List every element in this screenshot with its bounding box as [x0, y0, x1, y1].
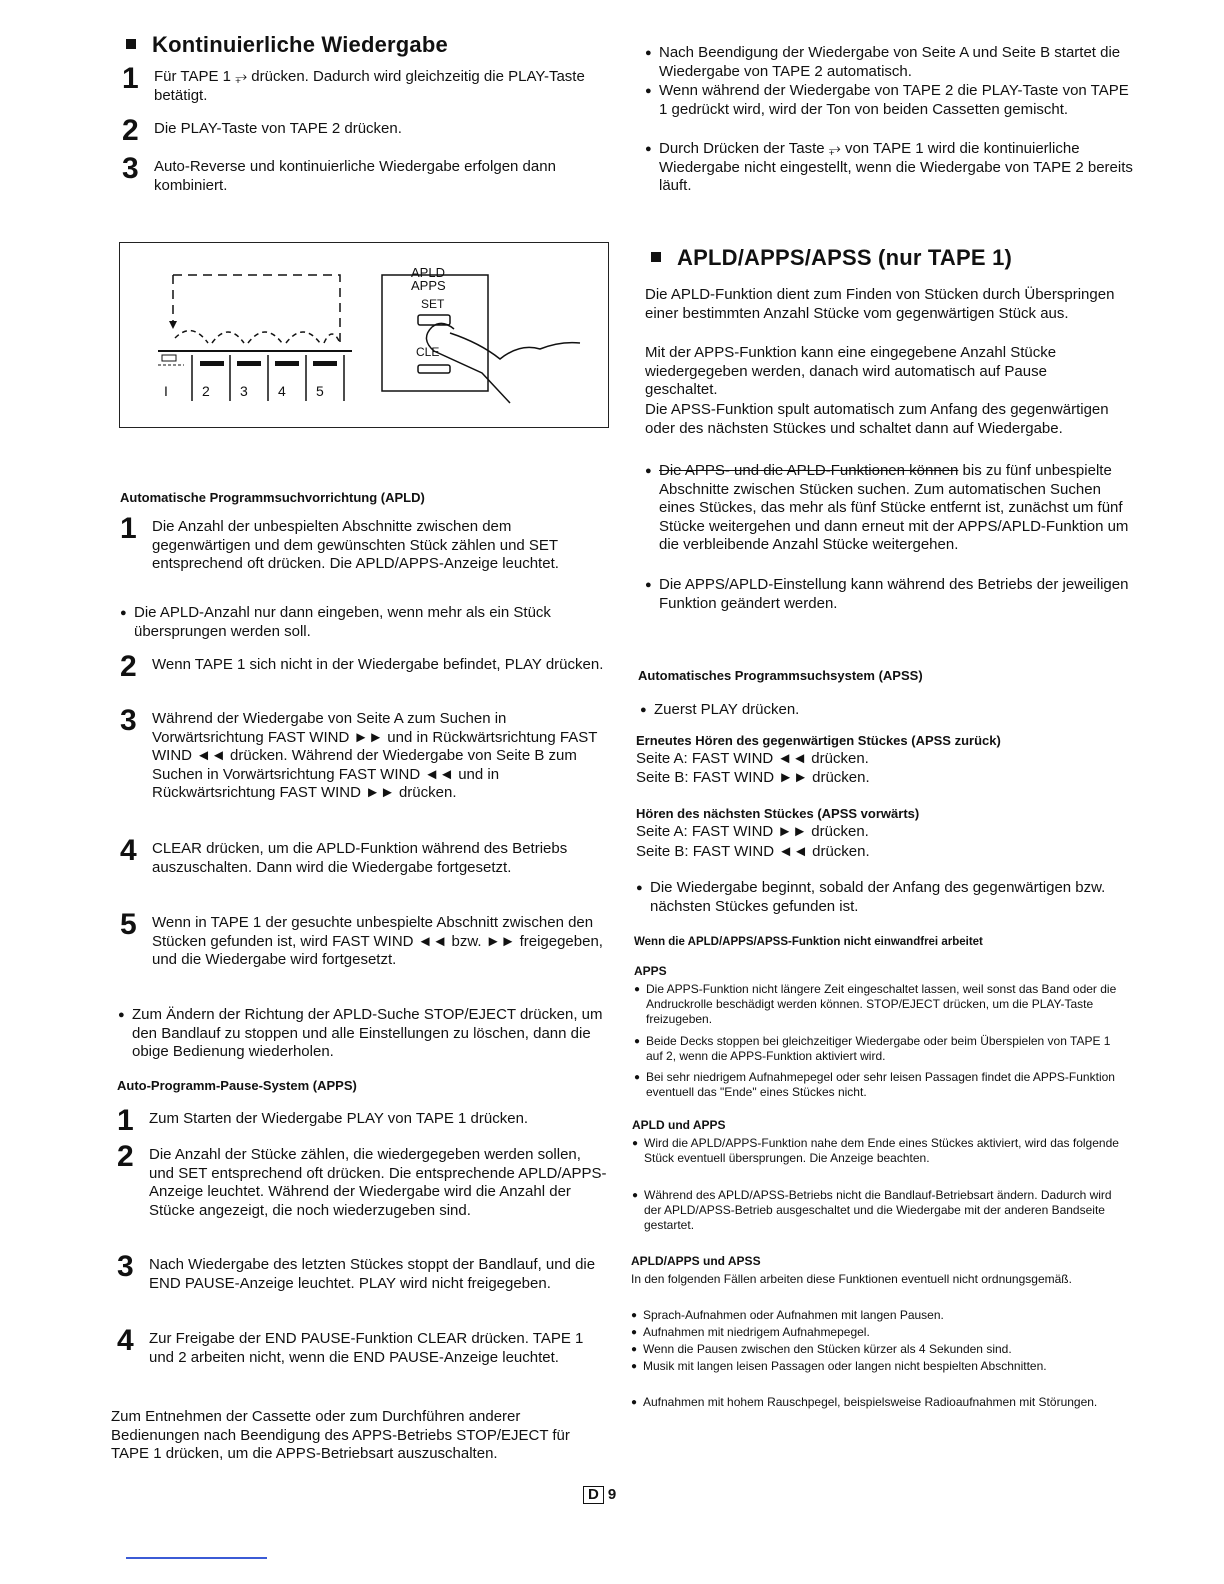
intro-apss: Die APSS-Funktion spult automatisch zum Anfang des gegenwärtigen oder des nächsten Stückes und schaltet dann auf Wiedergabe. [645, 401, 1109, 437]
apld-direction-note: ● Zum Ändern der Richtung der APLD-Suche STOP/EJECT drücken, um den Bandlauf zu stoppen und alle Einstellungen zu löschen, dann die obige Bedienung wiederholen. [118, 1006, 614, 1062]
repeat-side-a: Seite A: FAST WIND ◄◄ drücken. [636, 750, 869, 767]
square-bullet-icon [126, 39, 136, 49]
apss-start-note: ● Zuerst PLAY drücken. [640, 701, 1124, 720]
step-3: 3 Auto-Reverse und kontinuierliche Wiedergabe erfolgen dann kombiniert. [122, 152, 556, 194]
apps-step-1: 1 Zum Starten der Wiedergabe PLAY von TAPE 1 drücken. [117, 1104, 529, 1137]
trouble-heading: Wenn die APLD/APPS/APSS-Funktion nicht einwandfrei arbeitet [634, 936, 983, 948]
apld-apps-trouble-2: ● Während des APLD/APSS-Betriebs nicht die Bandlauf-Betriebsart ändern. Dadurch wird der APLD/APSS-Betrieb ausgeschaltet und die Wiedergabe mit der anderen Bandseite gestartet. [632, 1188, 1126, 1233]
apld-step-4: 4 CLEAR drücken, um die APLD-Funktion während des Betriebs auszuschalten. Dann wird die Wiedergabe fortgesetzt. [120, 834, 568, 876]
continuous-note-2: ● Wenn während der Wiedergabe von TAPE 2 die PLAY-Taste von TAPE 1 gedrückt wird, wird der Ton von beiden Cassetten gemischt. [645, 82, 1137, 119]
diagram-figure [119, 242, 609, 428]
apldapps-apss-case-3: ● Wenn die Pausen zwischen den Stücken kürzer als 4 Sekunden sind. [631, 1342, 1127, 1357]
intro-note-1: ● Die APPS- und die APLD-Funktionen können bis zu fünf unbespielte Abschnitte zwischen Stücken suchen. Zum automatischen Suchen eines Stückes, das mehr als fünf Stücke entfernt ist, zunächst um fünf Stücke weitergehen und dann erneut mit der APPS/APLD-Funktion um die verbleibende Anzahl Stücke weitergehen. [645, 462, 1137, 555]
apld-apps-trouble-1: ● Wird die APLD/APPS-Funktion nahe dem Ende eines Stückes aktiviert, wird das folgende Stück eventuell übersprungen. Die Anzeige beachten. [632, 1136, 1126, 1166]
apps-step-2: 2 Die Anzahl der Stücke zählen, die wiedergegeben werden sollen, und SET entsprechend oft drücken. Die entsprechende APLD/APPS-Anzeige leuchtet. Während der Wiedergabe wird die Anzahl der Stücke angezeigt, die noch wiederzugeben sind. [117, 1140, 607, 1219]
page-number: 9 [607, 1486, 617, 1503]
section-title-apld: APLD/APPS/APSS (nur TAPE 1) [651, 245, 1012, 271]
apps-heading: Auto-Programm-Pause-System (APPS) [117, 1078, 357, 1093]
apld-note: ● Die APLD-Anzahl nur dann eingeben, wenn mehr als ein Stück übersprungen werden soll. [120, 604, 608, 641]
intro-note-2: ● Die APPS/APLD-Einstellung kann während des Betriebs der jeweiligen Funktion geändert werden. [645, 576, 1137, 613]
track-number: 2 [202, 383, 210, 399]
apld-heading: Automatische Programmsuchvorrichtung (APLD) [120, 490, 425, 505]
intro-apld: Die APLD-Funktion dient zum Finden von Stücken durch Überspringen einer bestimmten Anzahl Stücke vom gegenwärtigen Stück aus. [645, 286, 1115, 322]
apld-step-2: 2 Wenn TAPE 1 sich nicht in der Wiedergabe befindet, PLAY drücken. [120, 650, 604, 683]
apldapps-apss-case-4: ● Musik mit langen leisen Passagen oder langen nicht bespielten Abschnitten. [631, 1359, 1127, 1374]
repeat-heading: Erneutes Hören des gegenwärtigen Stückes (APSS zurück) [636, 733, 1001, 748]
label-apps: APPS [411, 278, 446, 293]
page-footer [583, 1486, 616, 1504]
apld-step-3: 3 Während der Wiedergabe von Seite A zum Suchen in Vorwärtsrichtung FAST WIND ►► und in Rückwärtsrichtung FAST WIND ◄◄ drücken. Während der Wiedergabe von Seite B zum Suchen in Vorwärtsrichtung FAST WIND ◄◄ und in Rückwärtsrichtung FAST WIND ►► drücken. [120, 704, 598, 801]
label-set: SET [421, 297, 445, 311]
closing-paragraph: Zum Entnehmen der Cassette oder zum Durchführen anderer Bedienungen nach Beendigung des APPS-Betriebs STOP/EJECT für TAPE 1 drücken, um die APPS-Betriebsart auszuschalten. [111, 1408, 570, 1462]
apss-heading: Automatisches Programmsuchsystem (APSS) [638, 668, 923, 683]
apps-sub-heading: APPS [634, 964, 667, 978]
apldapps-apss-intro: In den folgenden Fällen arbeiten diese Funktionen eventuell nicht ordnungsgemäß. [631, 1272, 1072, 1286]
intro-apps: Mit der APPS-Funktion kann eine eingegebene Anzahl Stücke wiedergegeben werden, danach wird automatisch auf Pause geschaltet. [645, 344, 1057, 398]
language-badge: D [583, 1486, 604, 1504]
apps-trouble-3: ● Bei sehr niedrigem Aufnahmepegel oder sehr leisen Passagen findet die APPS-Funktion eventuell das "Ende" eines Stückes nicht. [634, 1070, 1126, 1100]
track-number: 4 [278, 383, 286, 399]
tape-diagram-svg [120, 243, 608, 427]
label-clear: CLE [416, 345, 440, 359]
continuous-note-1: ● Nach Beendigung der Wiedergabe von Seite A und Seite B startet die Wiedergabe von TAPE 2 automatisch. [645, 44, 1137, 81]
step-2: 2 Die PLAY-Taste von TAPE 2 drücken. [122, 114, 402, 147]
apldapps-apss-case-2: ● Aufnahmen mit niedrigem Aufnahmepegel. [631, 1325, 1127, 1340]
blue-underline [126, 1557, 267, 1559]
apldapps-apss-case-1: ● Sprach-Aufnahmen oder Aufnahmen mit langen Pausen. [631, 1308, 1127, 1323]
continuous-note-3: ● Durch Drücken der Taste ⥅ von TAPE 1 wird die kontinuierliche Wiedergabe nicht eingestellt, wenn die Wiedergabe von TAPE 2 bereits läuft. [645, 140, 1137, 196]
apldapps-apss-case-5: ● Aufnahmen mit hohem Rauschpegel, beispielsweise Radioaufnahmen mit Störungen. [631, 1395, 1127, 1410]
apps-trouble-1: ● Die APPS-Funktion nicht längere Zeit eingeschaltet lassen, weil sonst das Band oder die Andruckrolle beschädigt werden können. STOP/EJECT drücken, um die PLAY-Taste freizugeben. [634, 982, 1126, 1027]
apld-step-1: 1 Die Anzahl der unbespielten Abschnitte zwischen dem gegenwärtigen und dem gewünschten Stück zählen und SET entsprechend oft drücken. Die APLD/APPS-Anzeige leuchtet. [120, 512, 559, 572]
square-bullet-icon [651, 252, 661, 262]
step-1: 1 Für TAPE 1 ⥅ drücken. Dadurch wird gleichzeitig die PLAY-Taste betätigt. [122, 62, 585, 104]
track-number: 5 [316, 383, 324, 399]
track-number: I [164, 383, 168, 399]
apld-apps-sub-heading: APLD und APPS [632, 1118, 726, 1132]
apldapps-apss-sub-heading: APLD/APPS und APSS [631, 1254, 761, 1268]
apss-playback-note: ● Die Wiedergabe beginnt, sobald der Anfang des gegenwärtigen bzw. nächsten Stückes gefunden ist. [636, 879, 1132, 916]
next-heading: Hören des nächsten Stückes (APSS vorwärts) [636, 806, 920, 821]
label-apld: APLD [411, 265, 445, 280]
track-number: 3 [240, 383, 248, 399]
repeat-side-b: Seite B: FAST WIND ►► drücken. [636, 769, 870, 786]
next-side-b: Seite B: FAST WIND ◄◄ drücken. [636, 843, 870, 860]
apps-trouble-2: ● Beide Decks stoppen bei gleichzeitiger Wiedergabe oder beim Überspielen von TAPE 1 auf 2, wenn die APPS-Funktion aktiviert wird. [634, 1034, 1126, 1064]
apld-step-5: 5 Wenn in TAPE 1 der gesuchte unbespielte Abschnitt zwischen den Stücken gefunden ist, wird FAST WIND ◄◄ bzw. ►► freigegeben, und die Wiedergabe wird fortgesetzt. [120, 908, 603, 968]
apps-step-4: 4 Zur Freigabe der END PAUSE-Funktion CLEAR drücken. TAPE 1 und 2 arbeiten nicht, wenn die END PAUSE-Anzeige leuchtet. [117, 1324, 584, 1366]
section-title-continuous: Kontinuierliche Wiedergabe [126, 32, 448, 58]
apps-step-3: 3 Nach Wiedergabe des letzten Stückes stoppt der Bandlauf, und die END PAUSE-Anzeige leuchtet. PLAY wird nicht freigegeben. [117, 1250, 596, 1292]
next-side-a: Seite A: FAST WIND ►► drücken. [636, 823, 869, 840]
